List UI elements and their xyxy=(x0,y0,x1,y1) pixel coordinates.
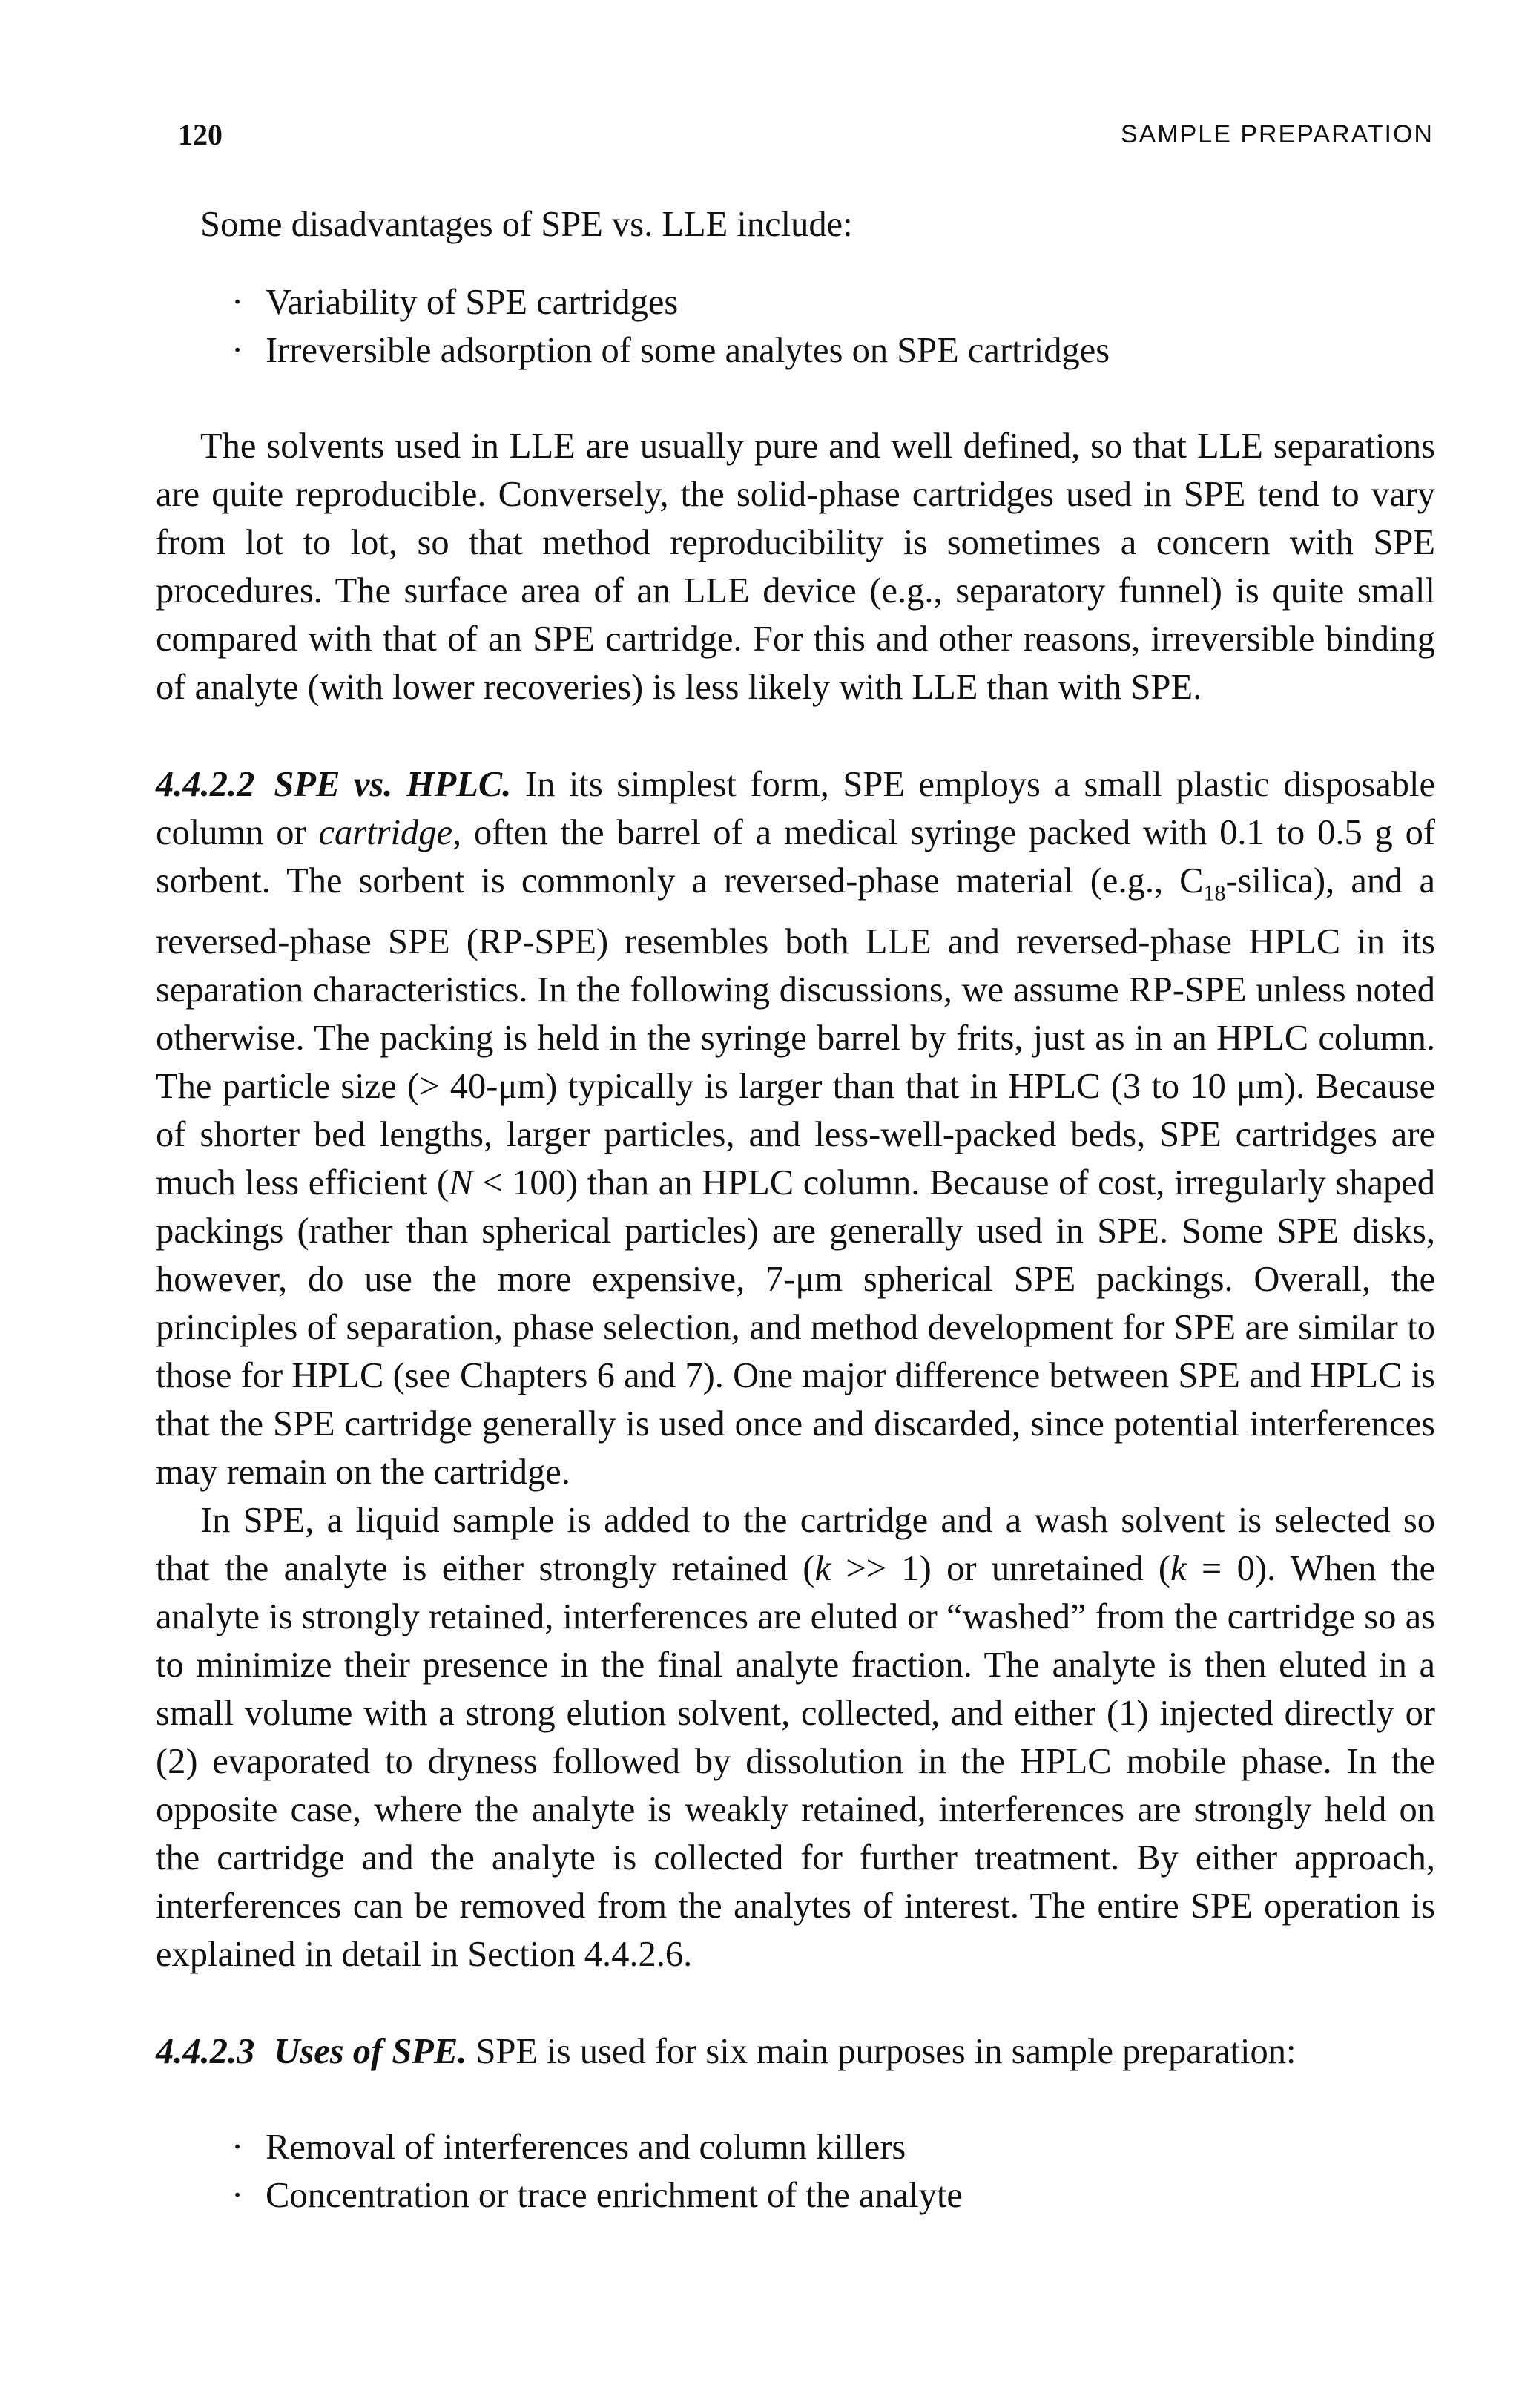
section-number: 4.4.2.2 xyxy=(156,765,255,804)
section-heading: SPE vs. HPLC. xyxy=(274,765,512,804)
list-item: · Irreversible adsorption of some analytes on SPE cartridges xyxy=(231,326,1435,375)
page-body xyxy=(156,200,1435,2220)
bullet-icon: · xyxy=(231,2127,244,2167)
intro-paragraph: Some disadvantages of SPE vs. LLE include: xyxy=(200,205,853,244)
reproducibility-paragraph: The solvents used in LLE are usually pure and well defined, so that LLE separations are quite reproducible. Conversely, the solid-phase cartridges used in SPE tend to vary from lot to lot, so that method reproducibility is sometimes a concern with SPE procedures. The surface area of an LLE device (e.g., separatory funnel) is quite small compared with that of an SPE cartridge. For this and other reasons, irreversible binding of analyte (with lower recoveries) is less likely with LLE than with SPE. xyxy=(156,427,1435,707)
list-item: · Variability of SPE cartridges xyxy=(231,278,1435,326)
bullet-icon: · xyxy=(231,2175,244,2215)
list-item: · Removal of interferences and column killers xyxy=(231,2123,1435,2171)
bullet-icon: · xyxy=(231,283,244,322)
section-4-4-2-3-paragraph: 4.4.2.3 Uses of SPE. SPE is used for six main purposes in sample preparation: xyxy=(156,2031,1296,2071)
section-number: 4.4.2.3 xyxy=(156,2031,255,2071)
section-heading: Uses of SPE. xyxy=(274,2031,467,2071)
spe-procedure-paragraph: In SPE, a liquid sample is added to the cartridge and a wash solvent is selected so that the analyte is either strongly retained (k >> 1) or unretained (k = 0). When the analyte is strongly retained, interferences are eluted or “washed” from the cartridge so as to minimize their presence in the final analyte fraction. The analyte is then eluted in a small volume with a strong elution solvent, collected, and either (1) injected directly or (2) evaporated to dryness followed by dissolution in the HPLC mobile phase. In the opposite case, where the analyte is weakly retained, interferences are strongly held on the cartridge and the analyte is collected for further treatment. By either approach, interferences can be removed from the analytes of interest. The entire SPE operation is explained in detail in Section 4.4.2.6. xyxy=(156,1500,1435,1974)
running-head: SAMPLE PREPARATION xyxy=(1120,120,1434,148)
uses-list xyxy=(156,2123,1435,2220)
list-item: · Concentration or trace enrichment of the analyte xyxy=(231,2171,1435,2220)
disadvantages-list xyxy=(156,278,1435,375)
page-number: 120 xyxy=(178,118,223,151)
bullet-icon: · xyxy=(231,331,244,370)
section-4-4-2-2-paragraph: 4.4.2.2 SPE vs. HPLC. In its simplest form, SPE employs a small plastic disposable column or cartridge, often the barrel of a medical syringe packed with 0.1 to 0.5 g of sorbent. The sorbent is commonly a reversed-phase material (e.g., $C_{18}-silica$), and a reversed-phase SPE (RP-SPE) resembles both LLE and reversed-phase HPLC in its separation characteristics. In the following discussions, we assume RP-SPE unless noted otherwise. The packing is held in the syringe barrel by frits, just as in an HPLC column. The particle size (> 40-μm) typically is larger than that in HPLC (3 to 10 μm). Because of shorter bed lengths, larger particles, and less-well-packed beds, SPE cartridges are much less efficient (N < 100) than an HPLC column. Because of cost, irregularly shaped packings (rather than spherical particles) are generally used in SPE. Some SPE disks, however, do use the more expensive, 7-μm spherical SPE packings. Overall, the principles of separation, phase selection, and method development for SPE are similar to those for HPLC (see Chapters 6 and 7). One major difference between SPE and HPLC is that the SPE cartridge generally is used once and discarded, since potential interferences may remain on the cartridge. xyxy=(156,765,1435,1492)
